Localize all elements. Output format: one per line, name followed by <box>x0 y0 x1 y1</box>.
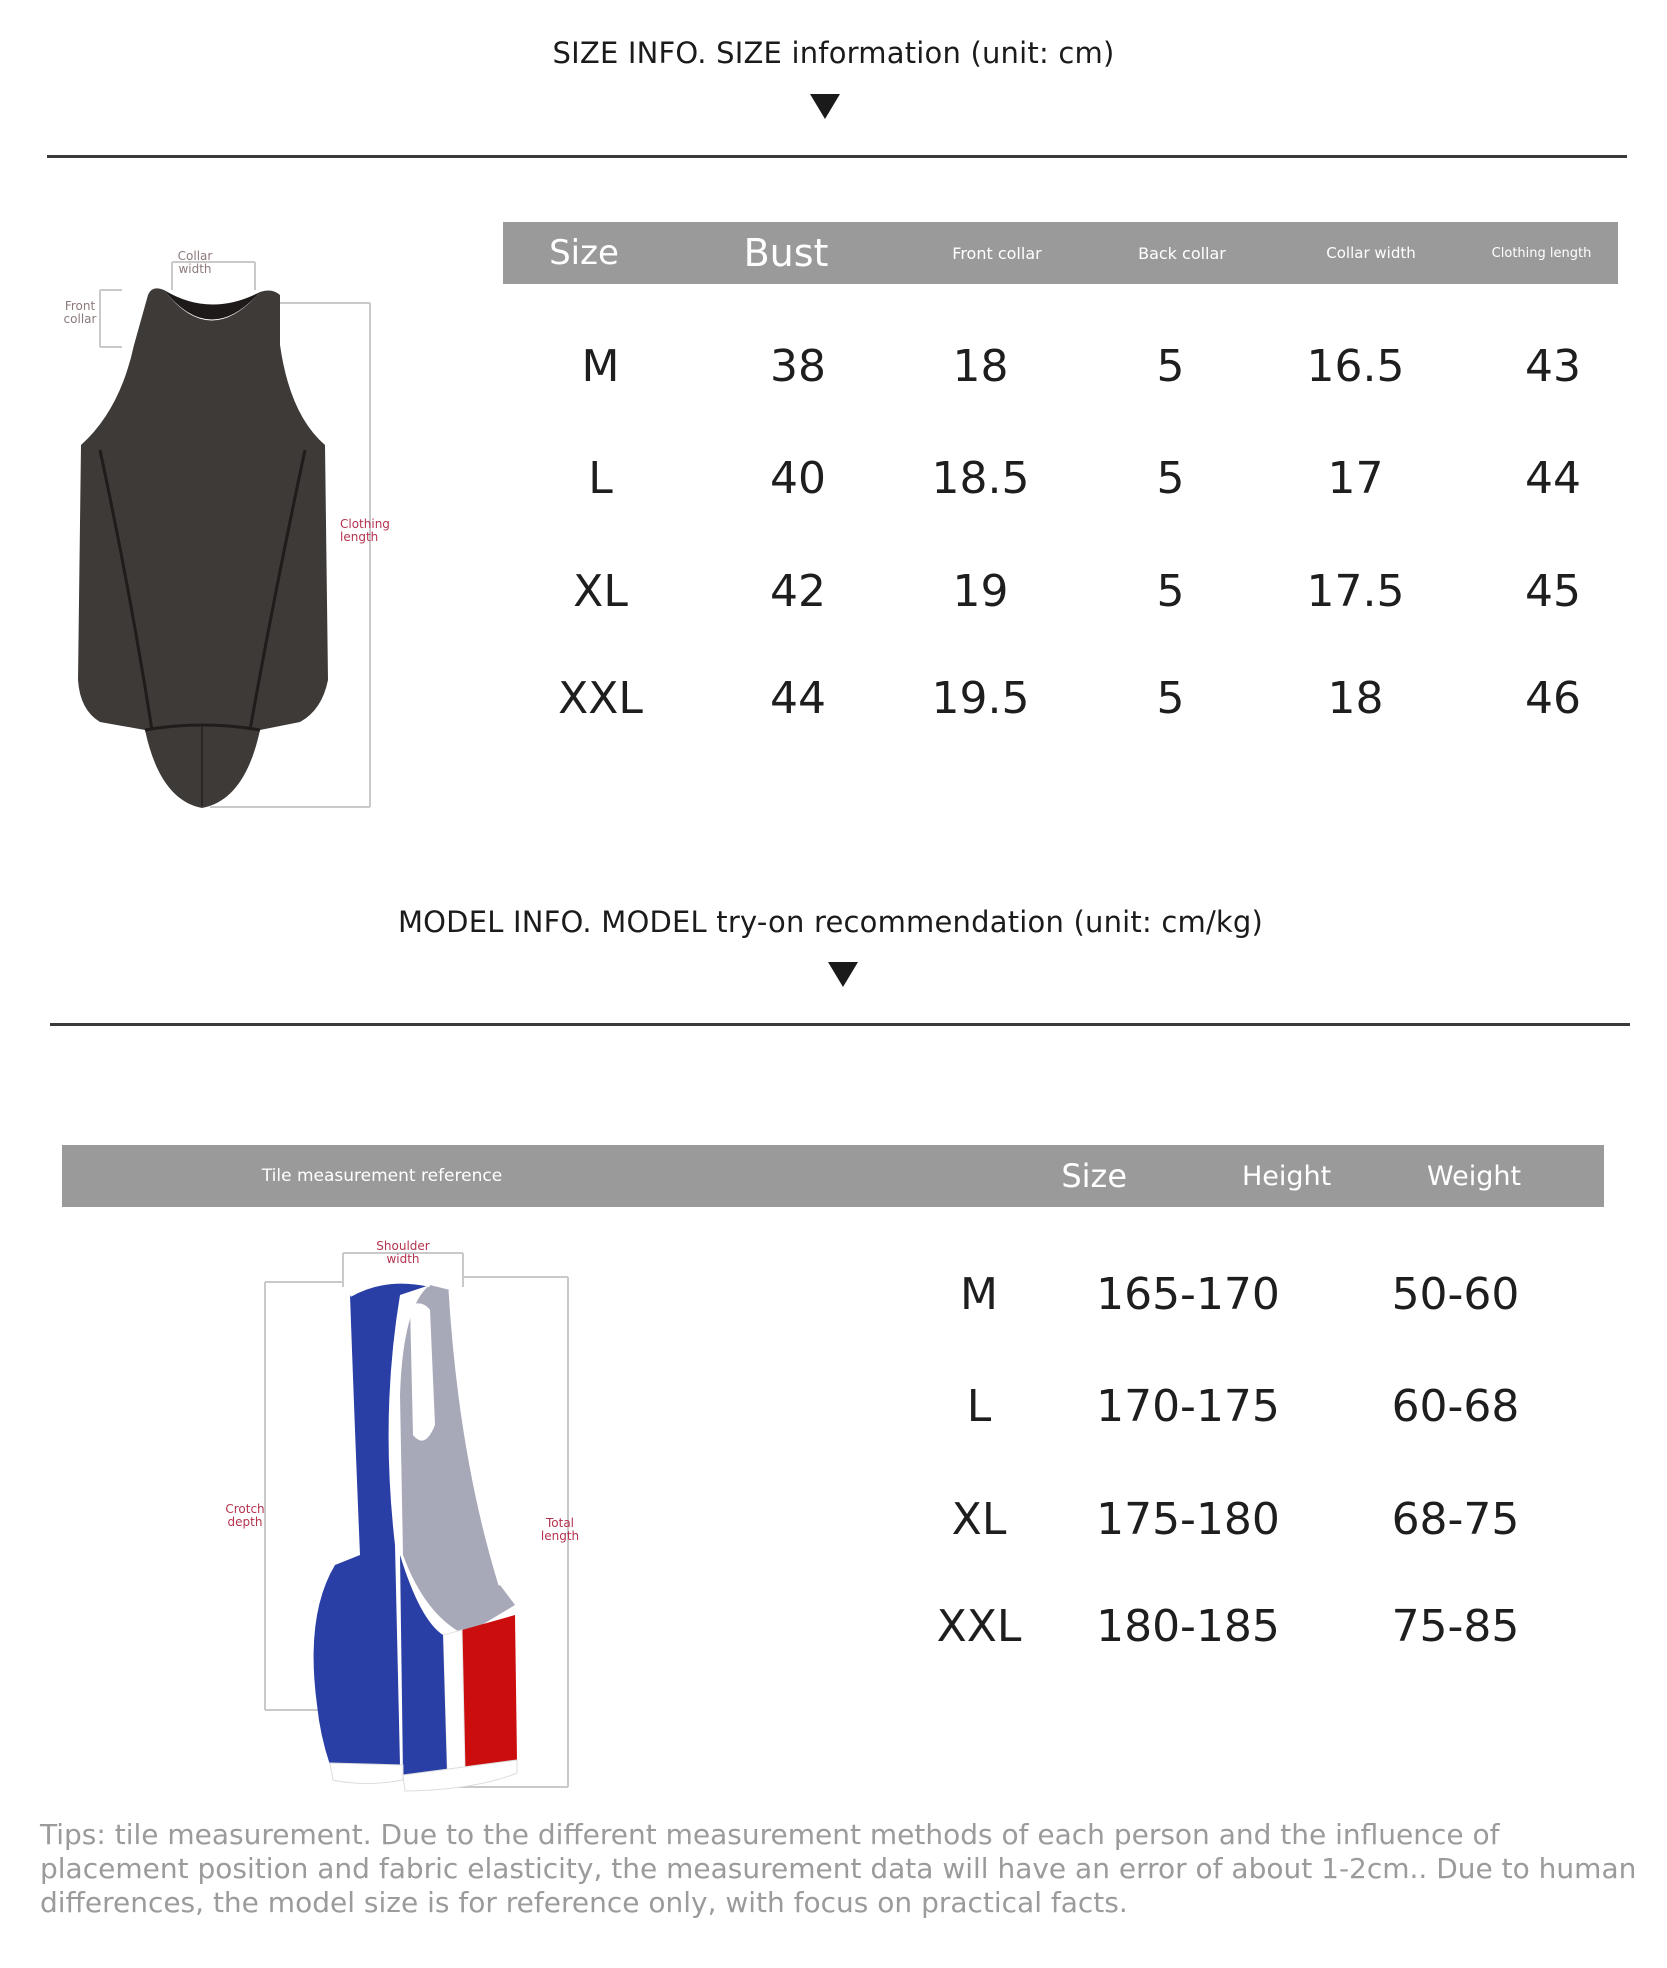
clothing-length-cell: 44 <box>1525 452 1581 504</box>
header-tile-measurement-reference: Tile measurement reference <box>261 1166 503 1186</box>
back-collar-cell: 5 <box>1156 672 1185 724</box>
size-cell: XXL <box>558 672 643 724</box>
header-clothing-length: Clothing length <box>1491 245 1592 261</box>
header-height: Height <box>1242 1160 1332 1192</box>
down-arrow-icon <box>810 94 840 119</box>
back-collar-cell: 5 <box>1156 452 1185 504</box>
bust-cell: 40 <box>770 452 826 504</box>
front-collar-label: Front collar <box>63 299 97 326</box>
table-row <box>900 1380 1593 1432</box>
header-front-collar: Front collar <box>952 243 1042 263</box>
size-cell: M <box>960 1268 998 1320</box>
back-collar-cell: 5 <box>1156 340 1185 392</box>
weight-cell: 60-68 <box>1391 1380 1520 1432</box>
weight-cell: 75-85 <box>1391 1600 1520 1652</box>
clothing-length-cell: 43 <box>1525 340 1581 392</box>
header-size: Size <box>1061 1157 1127 1195</box>
back-collar-cell: 5 <box>1156 565 1185 617</box>
tips-note: Tips: tile measurement. Due to the different measurement methods of each person and the influence of placement position and fabric elasticity, the measurement data will have an error of about 1-2cm.. Due to human differences, the model size is for reference only, with focus on practical facts. <box>40 1818 1637 1919</box>
table-row <box>503 565 1667 617</box>
collar-width-cell: 17 <box>1327 452 1384 504</box>
clothing-length-cell: 46 <box>1525 672 1581 724</box>
crotch-depth-label: Crotch depth <box>225 1502 265 1529</box>
header-back-collar: Back collar <box>1138 243 1226 263</box>
size-cell: XL <box>951 1493 1007 1545</box>
table-row <box>900 1493 1593 1545</box>
singlet-diagram <box>225 1235 605 1795</box>
collar-width-cell: 16.5 <box>1306 340 1405 392</box>
header-size: Size <box>549 233 619 273</box>
weight-cell: 50-60 <box>1391 1268 1520 1320</box>
table-row <box>900 1268 1593 1320</box>
table-row <box>503 672 1667 724</box>
clothing-length-cell: 45 <box>1525 565 1581 617</box>
table-row <box>503 452 1667 504</box>
front-collar-cell: 19 <box>952 565 1009 617</box>
front-collar-cell: 18.5 <box>931 452 1030 504</box>
height-cell: 175-180 <box>1096 1493 1280 1545</box>
height-cell: 180-185 <box>1096 1600 1280 1652</box>
section-divider <box>50 1023 1630 1026</box>
bust-cell: 42 <box>770 565 826 617</box>
front-collar-cell: 19.5 <box>931 672 1030 724</box>
model-section-title: MODEL INFO. MODEL try-on recommendation (unit: cm/kg) <box>397 905 1264 939</box>
size-section-title: SIZE INFO. SIZE information (unit: cm) <box>552 36 1115 70</box>
size-table-header <box>503 222 1618 284</box>
total-length-label: Total length <box>540 1516 580 1543</box>
header-weight: Weight <box>1427 1160 1522 1192</box>
model-table-header <box>62 1145 1604 1207</box>
size-cell: XL <box>573 565 628 617</box>
collar-width-cell: 17.5 <box>1306 565 1405 617</box>
size-cell: L <box>588 452 613 504</box>
clothing-length-label: Clothing length <box>340 517 390 544</box>
header-bust: Bust <box>743 231 829 275</box>
size-cell: M <box>581 340 620 392</box>
header-collar-width: Collar width <box>1326 244 1416 262</box>
size-cell: XXL <box>936 1600 1022 1652</box>
front-collar-cell: 18 <box>952 340 1009 392</box>
down-arrow-icon <box>828 962 858 987</box>
table-row <box>503 340 1667 392</box>
height-cell: 170-175 <box>1096 1380 1280 1432</box>
collar-width-cell: 18 <box>1327 672 1384 724</box>
bust-cell: 44 <box>770 672 826 724</box>
shoulder-width-label: Shoulder width <box>376 1239 430 1266</box>
bodysuit-diagram <box>60 240 420 820</box>
weight-cell: 68-75 <box>1391 1493 1520 1545</box>
table-row <box>900 1600 1593 1652</box>
section-divider <box>47 155 1627 158</box>
bust-cell: 38 <box>770 340 826 392</box>
collar-width-label: Collar width <box>177 249 213 276</box>
singlet-illustration <box>225 1235 605 1795</box>
height-cell: 165-170 <box>1096 1268 1280 1320</box>
size-cell: L <box>966 1380 992 1432</box>
